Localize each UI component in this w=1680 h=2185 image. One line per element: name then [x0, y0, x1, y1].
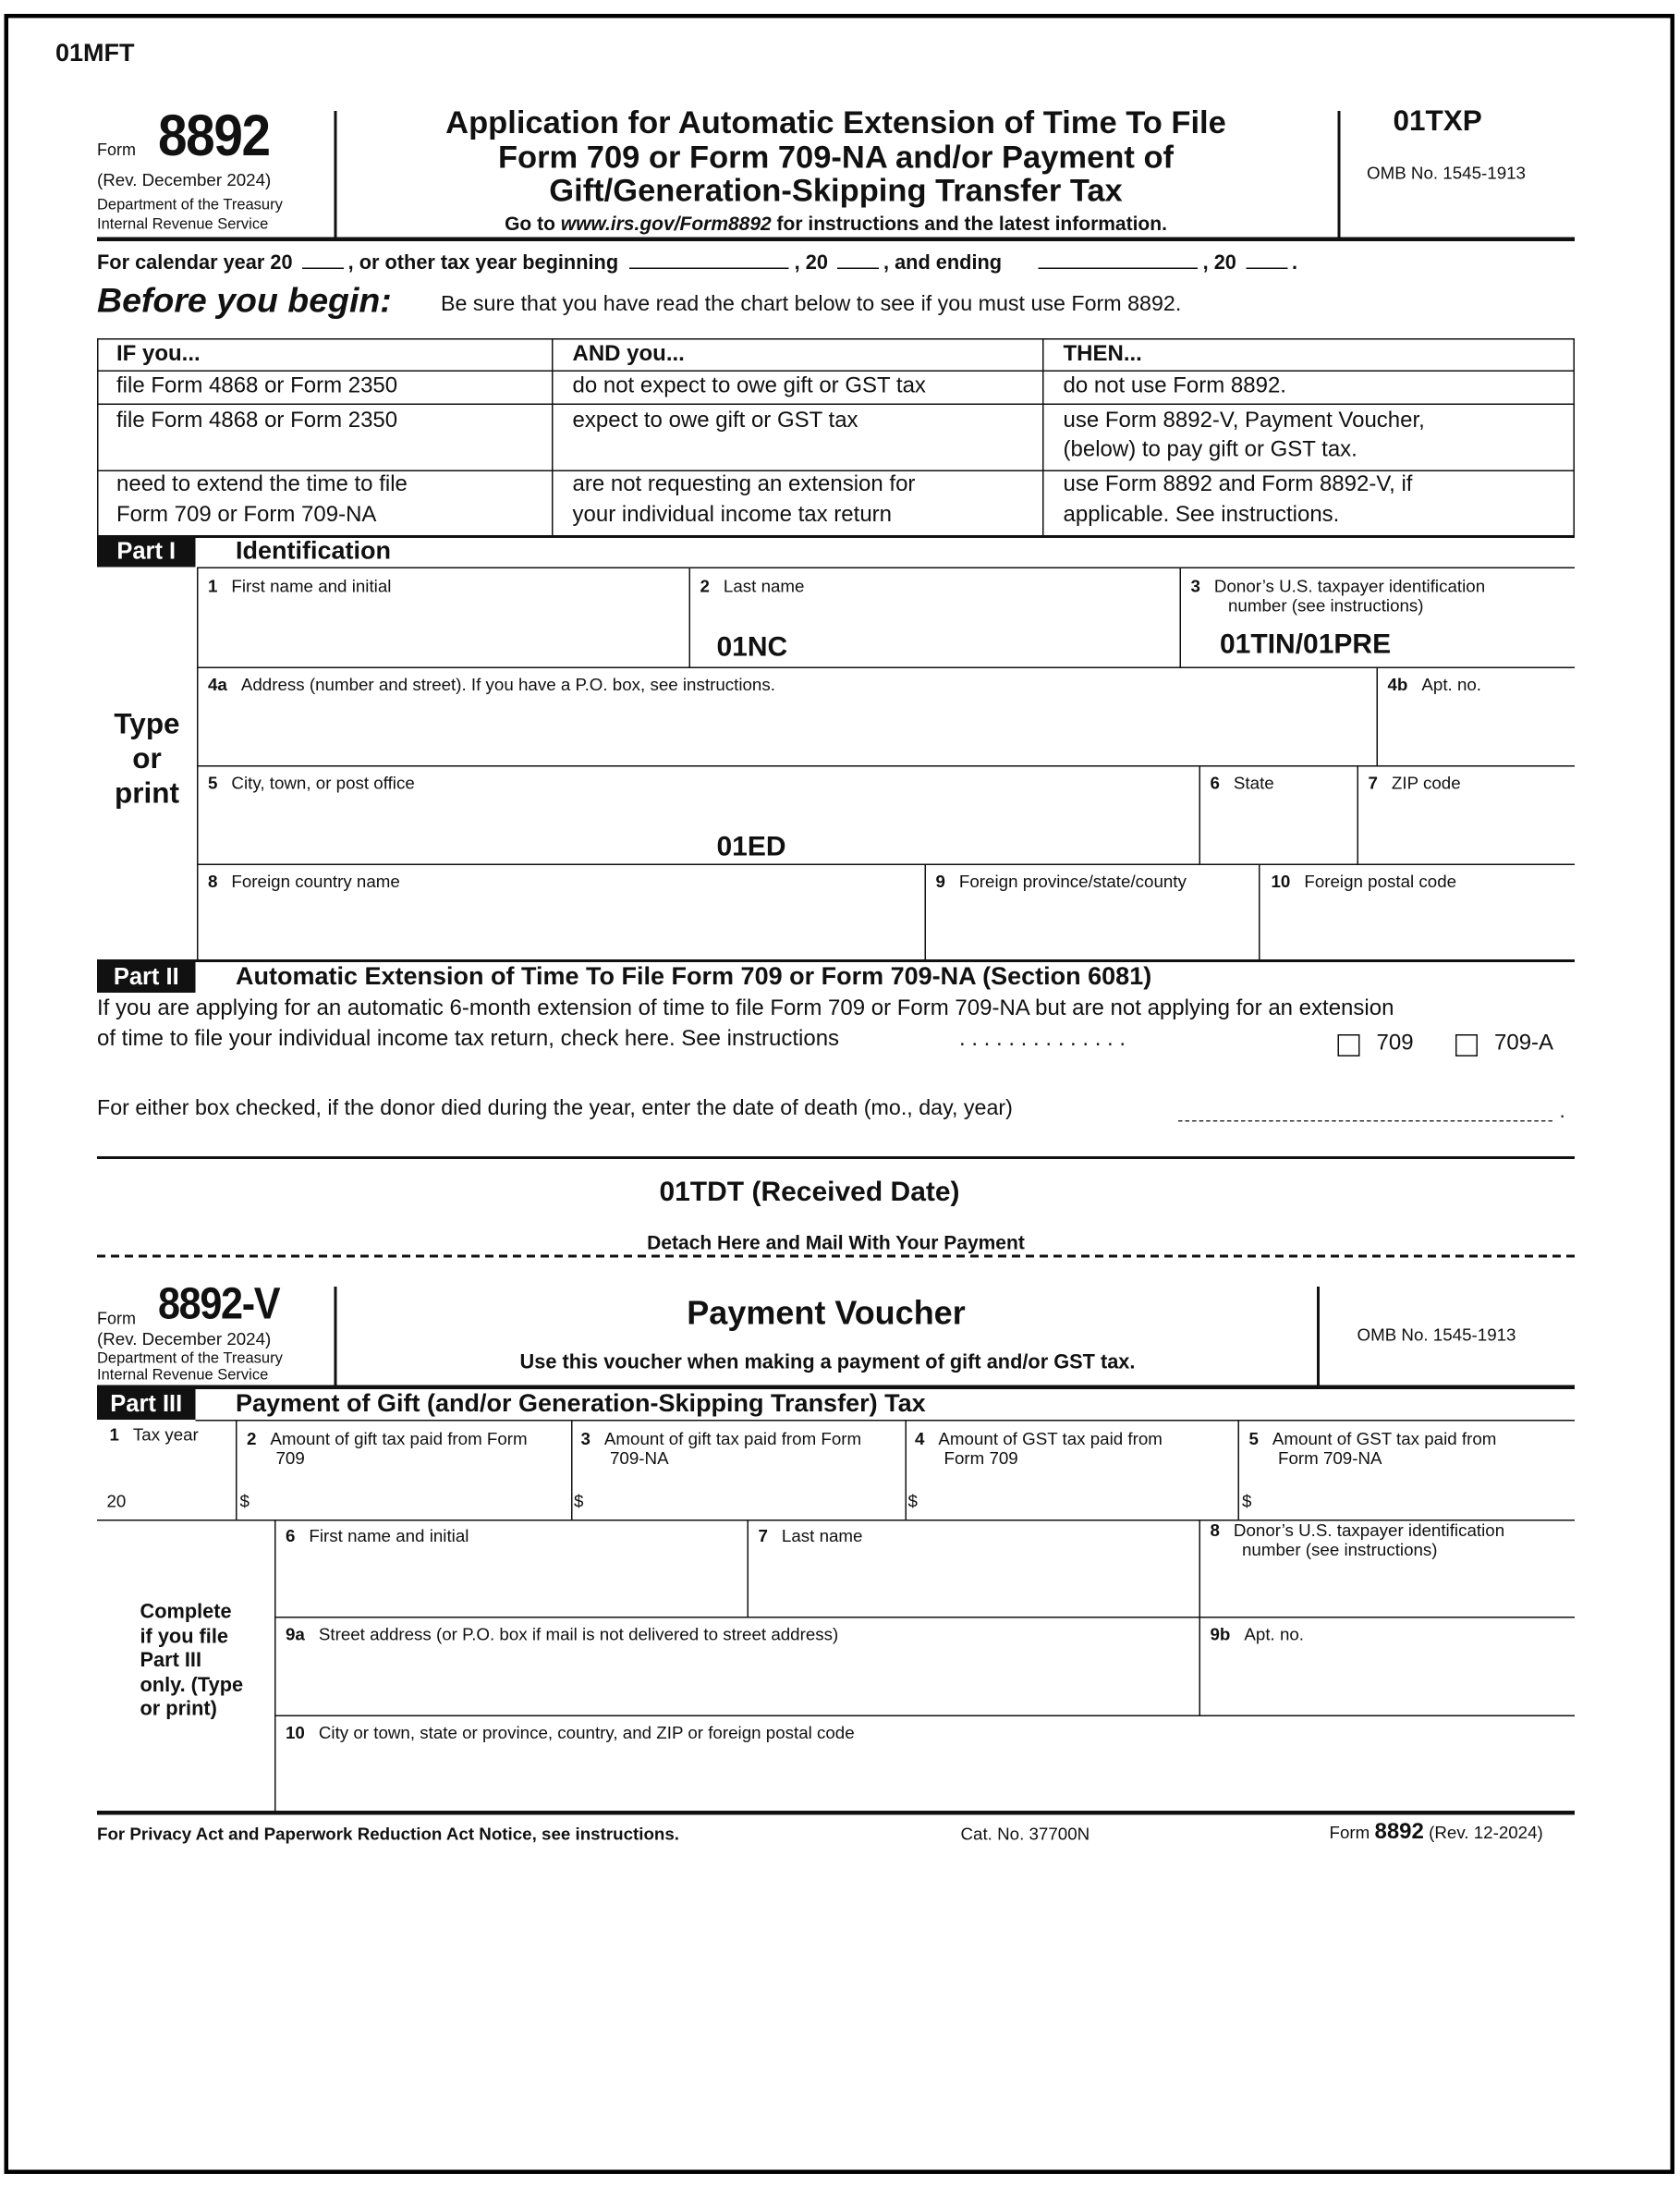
tax-year-line: For calendar year 20 , or other tax year beginning , 20 , and ending , 20 . — [97, 249, 1297, 275]
before-you-begin-heading: Before you begin: — [97, 281, 392, 321]
txp-stamp: 01TXP — [1393, 105, 1482, 138]
voucher-donor-tin-field[interactable]: 8 Donor’s U.S. taxpayer identification number (see instructions) — [1210, 1520, 1505, 1560]
gst-tax-709-na-field[interactable]: 5 Amount of GST tax paid from Form 709-NA — [1248, 1429, 1497, 1469]
voucher-form-number: 8892-V — [158, 1278, 280, 1328]
leader-dots: . . . . . . . . . . . . . . — [959, 1027, 1126, 1051]
part-2-text-line-1: If you are applying for an automatic 6-month extension of time to file Form 709 or Form 709-NA but are not applying for an extension — [97, 996, 1394, 1020]
footer-form-id: Form 8892 (Rev. 12-2024) — [1329, 1820, 1543, 1844]
table-cell: (below) to pay gift or GST tax. — [1063, 438, 1357, 462]
table-header: THEN... — [1063, 342, 1142, 366]
title-line: Application for Automatic Extension of Time To File — [445, 104, 1226, 140]
foreign-country-field[interactable]: 8 Foreign country name — [208, 872, 400, 892]
voucher-agency: Internal Revenue Service — [97, 1367, 269, 1384]
received-date-stamp: 01TDT (Received Date) — [659, 1177, 960, 1208]
table-cell: expect to owe gift or GST tax — [572, 409, 858, 433]
title-line: Gift/Generation-Skipping Transfer Tax — [549, 172, 1123, 208]
date-of-death-input[interactable] — [1178, 1120, 1552, 1122]
part-2-label: Part II — [97, 962, 196, 993]
dollar-sign: $ — [1242, 1492, 1252, 1511]
table-cell: file Form 4868 or Form 2350 — [116, 409, 398, 433]
table-header: AND you... — [572, 342, 685, 366]
detach-line — [97, 1255, 1575, 1258]
title-line: Form 709 or Form 709-NA and/or Payment of — [497, 138, 1175, 175]
ed-stamp: 01ED — [716, 832, 786, 862]
table-cell: file Form 4868 or Form 2350 — [116, 374, 398, 398]
complete-if-part-3-label: Complete if you file Part III only. (Type or print) — [140, 1601, 244, 1721]
instructions-link-line: Go to www.irs.gov/Form8892 for instructions and the latest information. — [505, 212, 1167, 235]
form-word: Form — [97, 140, 136, 160]
type-or-print-label: Type or print — [114, 708, 180, 810]
checkbox-709[interactable] — [1338, 1034, 1360, 1056]
end-year-input[interactable] — [1246, 249, 1287, 270]
checkbox-709-a-label: 709-A — [1494, 1031, 1554, 1056]
voucher-revision: (Rev. December 2024) — [97, 1329, 272, 1349]
city-field[interactable]: 5 City, town, or post office — [208, 774, 415, 793]
tax-year-prefix: 20 — [106, 1492, 127, 1511]
table-cell: use Form 8892 and Form 8892-V, if — [1063, 472, 1413, 496]
foreign-postal-code-field[interactable]: 10 Foreign postal code — [1271, 872, 1457, 892]
voucher-title: Payment Voucher — [687, 1295, 966, 1333]
before-you-begin-text: Be sure that you have read the chart below to see if you must use Form 8892. — [441, 292, 1182, 316]
form-number: 8892 — [158, 103, 270, 168]
department: Department of the Treasury — [97, 197, 283, 214]
voucher-apt-no-field[interactable]: 9b Apt. no. — [1210, 1625, 1305, 1644]
table-cell: do not expect to owe gift or GST tax — [572, 374, 926, 398]
part-3-label: Part III — [97, 1389, 196, 1420]
apt-no-field[interactable]: 4b Apt. no. — [1387, 675, 1482, 695]
part-1-title: Identification — [236, 536, 391, 565]
first-name-field[interactable]: 1 First name and initial — [208, 577, 392, 596]
form-revision: (Rev. December 2024) — [97, 170, 272, 190]
part-2-title: Automatic Extension of Time To File Form 709 or Form 709-NA (Section 6081) — [236, 962, 1152, 990]
gift-tax-709-na-field[interactable]: 3 Amount of gift tax paid from Form 709-NA — [580, 1429, 862, 1469]
checkbox-709-label: 709 — [1376, 1031, 1414, 1056]
table-header: IF you... — [116, 342, 201, 366]
voucher-form-word: Form — [97, 1309, 136, 1328]
last-name-field[interactable]: 2 Last name — [700, 577, 805, 596]
voucher-first-name-field[interactable]: 6 First name and initial — [286, 1526, 469, 1546]
voucher-subtitle: Use this voucher when making a payment of gift and/or GST tax. — [519, 1351, 1136, 1374]
tax-year-end-input[interactable] — [1038, 249, 1198, 270]
mft-stamp: 01MFT — [55, 39, 135, 67]
gift-tax-709-field[interactable]: 2 Amount of gift tax paid from Form 709 — [247, 1429, 528, 1469]
gst-tax-709-field[interactable]: 4 Amount of GST tax paid from Form 709 — [915, 1429, 1163, 1469]
zip-code-field[interactable]: 7 ZIP code — [1368, 774, 1461, 793]
tax-year-field[interactable]: 1 Tax year — [109, 1425, 199, 1445]
irs-url-link[interactable]: www.irs.gov/Form8892 — [560, 212, 772, 235]
donor-tin-field[interactable]: 3 Donor’s U.S. taxpayer identification number (see instructions) — [1190, 577, 1486, 616]
voucher-department: Department of the Treasury — [97, 1350, 283, 1367]
form-title — [445, 105, 1226, 207]
privacy-notice: For Privacy Act and Paperwork Reduction Act Notice, see instructions. — [97, 1825, 680, 1844]
table-cell: need to extend the time to file — [116, 472, 408, 496]
address-field[interactable]: 4a Address (number and street). If you have a P.O. box, see instructions. — [208, 675, 775, 695]
table-cell: are not requesting an extension for — [572, 472, 916, 496]
detach-instruction: Detach Here and Mail With Your Payment — [647, 1231, 1025, 1253]
agency: Internal Revenue Service — [97, 216, 269, 233]
dollar-sign: $ — [574, 1492, 584, 1511]
begin-year-input[interactable] — [837, 249, 879, 270]
checkbox-709-a[interactable] — [1455, 1034, 1478, 1056]
voucher-street-address-field[interactable]: 9a Street address (or P.O. box if mail is not delivered to street address) — [286, 1625, 839, 1644]
table-cell: do not use Form 8892. — [1063, 374, 1286, 398]
dollar-sign: $ — [239, 1492, 250, 1511]
form-8892-page: 01MFT Form 8892 (Rev. December 2024) Department of the Treasury Internal Revenue Service Application for Automatic Extension of Time To File Form 709 or Form 709-NA and/or Payment of Gift/Generation-Skipping Transfer Tax Go to www.irs.gov/Form8892 for instructions and the latest information. 01TXP OMB No. 1545-1913 For calendar year 20 , or other tax year beginning , 20 , and ending , 20 . Before you begin: Be sure that you have read the chart below to see if you must use Form 8892. IF you... AND you... THEN... file Form 4868 or Form 2350 do not expect to owe gift or GST tax do not use Form 8892. file Form 4868 or Form 2350 expect to owe gift or GST tax use Form 8892-V, Payment Voucher, (below) to pay gift or GST tax. need to extend the time to file Form 709 or Form 709-NA are not requesting an extension for your individual income tax return use Form 8892 and Form 8892-V, if applicable. See instructions. Part I Identification Type or print 1 First name and initial 2 Last name 01NC 3 Donor’s U.S. taxpayer identification number (see instructions) 01TIN/01PRE 4a Address (number and street). If you have a P.O. box, see instructions. 4b Apt. no. 5 City, town, or post office 01ED 6 State 7 ZIP code 8 Foreign country name 9 Foreign province/state/county 10 Foreign postal code Part II Automatic Extension of Time To File Form 709 or Form 709-NA (Section 6081) If you are applying for an automatic 6-month extension of time to file Form 709 or Form 709-NA but are not applying for an extension of time to file your individual income tax return, check here. See instructions . . . . . . . . . . . . . . 709 709-A For either box checked, if the donor died during the year, enter the date of death (mo., day, year) . 01TDT (Received Date) Detach Here and Mail With Your Payment Form 8892-V (Rev. December 2024) Department of the Treasury Internal Revenue Service Payment Voucher Use this voucher when making a payment of gift and/or GST tax. OMB No. 1545-1913 Part III Payment of Gift (and/or Generation-Skipping Transfer) Tax 1 Tax year 20 2 Amount of gift tax paid from Form 709 $ 3 Amount of gift tax paid from Form 709-NA $ 4 Amount of GST tax paid from Form 709 $ 5 Amount of GST tax paid from Form 709-NA $ Complete if you file Part III only. (Type or print) 6 First name and initial 7 Last name 8 Donor’s U.S. taxpayer identification number (see instructions) 9a Street address (or P.O. box if mail is not delivered to street address) 9b Apt. no. 10 City or town, state or province, country, and ZIP or foreign postal code For Privacy Act and Paperwork Reduction Act Notice, see instructions. Cat. No. 37700N Form 8892 (Rev. 12-2024) — [0, 0, 1680, 2185]
voucher-city-field[interactable]: 10 City or town, state or province, country, and ZIP or foreign postal code — [286, 1723, 855, 1743]
nc-stamp: 01NC — [716, 632, 788, 663]
omb-number: OMB No. 1545-1913 — [1367, 164, 1526, 183]
part-2-text-line-2: of time to file your individual income tax return, check here. See instructions — [97, 1027, 840, 1051]
table-cell: Form 709 or Form 709-NA — [116, 503, 377, 527]
dollar-sign: $ — [907, 1492, 918, 1511]
part-3-title: Payment of Gift (and/or Generation-Skipping Transfer) Tax — [236, 1389, 926, 1417]
part-1-label: Part I — [97, 537, 196, 568]
tax-year-begin-input[interactable] — [629, 249, 789, 270]
calendar-year-input[interactable] — [302, 249, 344, 270]
table-cell: applicable. See instructions. — [1063, 503, 1340, 527]
tin-stamp: 01TIN/01PRE — [1220, 629, 1392, 660]
foreign-province-field[interactable]: 9 Foreign province/state/county — [935, 872, 1187, 892]
table-cell: use Form 8892-V, Payment Voucher, — [1063, 409, 1425, 433]
voucher-omb-number: OMB No. 1545-1913 — [1357, 1325, 1516, 1345]
date-of-death-label: For either box checked, if the donor died during the year, enter the date of death (mo., day, year) — [97, 1096, 1013, 1120]
voucher-last-name-field[interactable]: 7 Last name — [758, 1526, 863, 1546]
catalog-number: Cat. No. 37700N — [960, 1825, 1090, 1844]
state-field[interactable]: 6 State — [1210, 774, 1274, 793]
table-cell: your individual income tax return — [572, 503, 893, 527]
